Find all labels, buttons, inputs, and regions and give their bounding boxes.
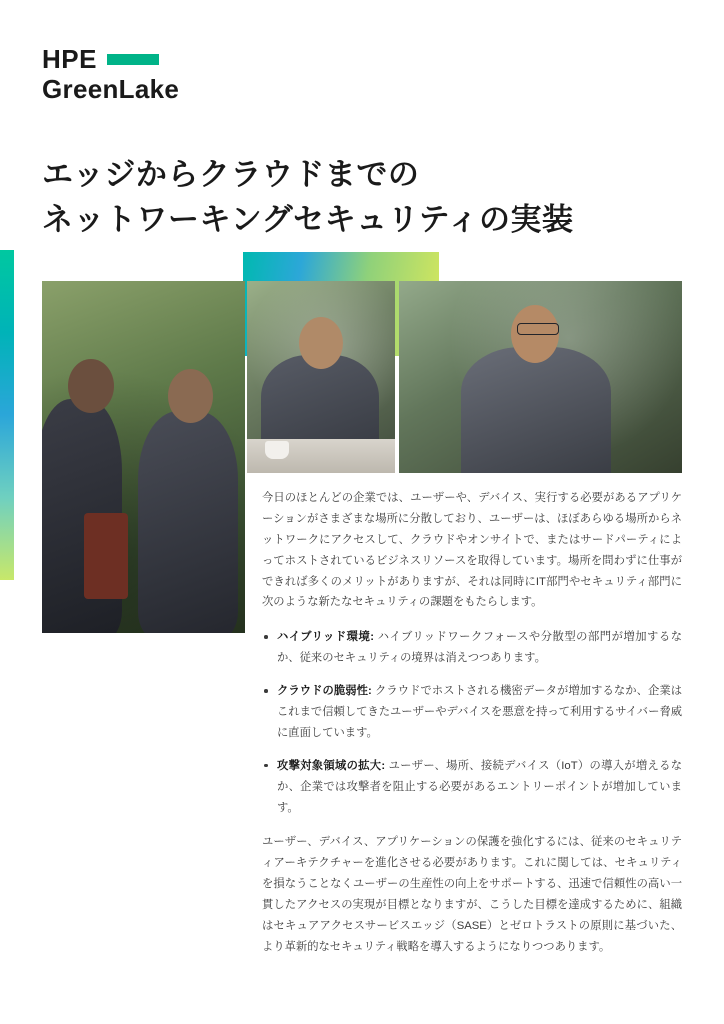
list-item-lead: クラウドの脆弱性: (277, 685, 372, 698)
photo-two-men-talking-outdoors (42, 281, 245, 633)
list-item-text: クラウドでホストされる機密データが増加するなか、企業はこれまで信頼してきたユーザーやデバイスを悪意を持って利用するサイバー脅威に直面しています。 (277, 685, 682, 739)
list-item-lead: 攻撃対象領域の拡大: (277, 759, 386, 772)
list-item-text: ハイブリッドワークフォースや分散型の部門が増加するなか、従来のセキュリティの境界は消えつつあります。 (277, 631, 682, 665)
challenges-list (262, 627, 682, 818)
article-body (262, 488, 682, 972)
logo-greenlake-text: GreenLake (42, 74, 180, 104)
logo-hpe-text: HPE (42, 44, 97, 74)
page-title-line-1: エッジからクラウドまでの (42, 156, 420, 192)
list-item (262, 627, 682, 669)
figure-head (168, 369, 213, 423)
hpe-greenlake-logo (42, 46, 242, 105)
figure-head (299, 317, 343, 369)
page-title-line-2: ネットワーキングセキュリティの実装 (42, 201, 574, 237)
page-title (42, 153, 682, 243)
closing-paragraph: ユーザー、デバイス、アプリケーションの保護を強化するには、従来のセキュリティアーキテクチャーを進化させる必要があります。これに関しては、セキュリティを損なうことなくユーザーの生産性の向上をサポートする、迅速で信頼性の高い一貫したアクセスの実現が目標となりますが、こうした目標を達成するために、組織はセキュアアクセスサービスエッジ（SASE）とゼロトラストの原則に基づいた、より革新的なセキュリティ戦略を導入するようになりつつあります。 (262, 836, 682, 953)
list-item-lead: ハイブリッド環境: (277, 631, 375, 644)
left-gradient-accent-bar (0, 250, 14, 580)
glasses-icon (517, 323, 559, 335)
coffee-cup (265, 441, 289, 459)
figure-shape (461, 347, 611, 473)
list-item (262, 756, 682, 819)
photo-man-in-grey-jacket-outdoors (399, 281, 682, 473)
photo-man-at-table-with-coffee (247, 281, 395, 473)
list-item (262, 681, 682, 744)
figure-head (68, 359, 114, 413)
hpe-dash-icon (107, 54, 159, 65)
list-item-text: ユーザー、場所、接続デバイス（IoT）の導入が増えるなか、企業では攻撃者を阻止する必要があるエントリーポイントが増加しています。 (277, 759, 682, 814)
intro-paragraph: 今日のほとんどの企業では、ユーザーや、デバイス、実行する必要があるアプリケーションがさまざまな場所に分散しており、ユーザーは、ほぼあらゆる場所からネットワークにアクセスして、クラウドやオンサイトで、またはサードパーティによってホストされているビジネスリソースを取得しています。場所を問わずに仕事ができれば多くのメリットがありますが、それは同時にIT部門やセキュリティ部門に次のような新たなセキュリティの課題をもたらします。 (262, 492, 682, 609)
figure-shape (138, 411, 238, 633)
folder-shape (84, 513, 128, 599)
